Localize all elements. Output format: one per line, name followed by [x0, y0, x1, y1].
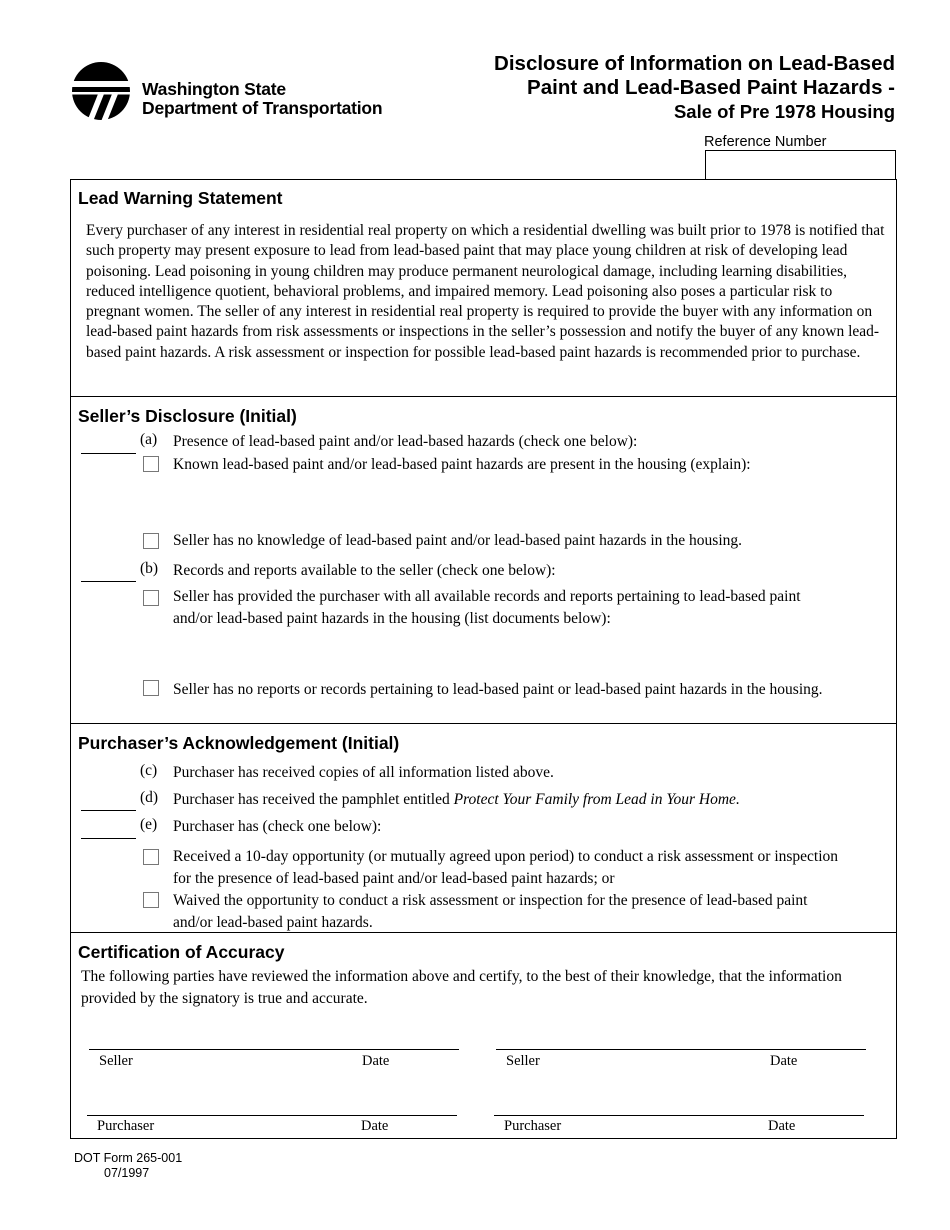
option-known-hazards: Known lead-based paint and/or lead-based paint hazards are present in the housing (explain): [173, 456, 751, 473]
item-letter-c: (c) [140, 762, 158, 779]
date-label-3: Date [361, 1118, 389, 1134]
form-footer [74, 1151, 182, 1181]
document-title [494, 52, 895, 124]
item-letter-a: (a) [140, 431, 158, 448]
divider [70, 396, 897, 397]
title-line-1: Disclosure of Information on Lead-Based [494, 52, 895, 75]
checkbox-records-provided[interactable] [143, 590, 159, 606]
item-letter-d: (d) [140, 789, 159, 806]
reference-number-label: Reference Number [704, 134, 827, 150]
item-d-text [173, 789, 740, 811]
item-c-text: Purchaser has received copies of all information listed above. [173, 764, 554, 781]
checkbox-waived-opportunity[interactable] [143, 892, 159, 908]
checkbox-no-records[interactable] [143, 680, 159, 696]
purchaser-initial-d-field[interactable] [81, 810, 136, 811]
form-revision-date: 07/1997 [104, 1166, 150, 1180]
option-waived-opportunity: Waived the opportunity to conduct a risk assessment or inspection for the presence of lead-based paint and/or lead-based paint hazards. [173, 892, 808, 931]
date-label-2: Date [770, 1053, 798, 1069]
title-line-2: Paint and Lead-Based Paint Hazards - [527, 76, 895, 99]
agency-line-1: Washington State [142, 79, 286, 99]
seller-label-2: Seller [506, 1053, 540, 1069]
purchaser-label-2: Purchaser [504, 1118, 562, 1134]
option-no-knowledge: Seller has no knowledge of lead-based paint and/or lead-based paint hazards in the housing. [173, 532, 743, 549]
certification-title: Certification of Accuracy [78, 942, 285, 962]
certification-text: The following parties have reviewed the information above and certify, to the best of their knowledge, that the information provided by the signatory is true and accurate. [81, 968, 842, 1007]
form-number: DOT Form 265-001 [74, 1151, 183, 1165]
purchaser-label-1: Purchaser [97, 1118, 155, 1134]
item-b-text: Records and reports available to the seller (check one below): [173, 562, 556, 579]
title-line-3: Sale of Pre 1978 Housing [673, 101, 895, 122]
checkbox-no-knowledge[interactable] [143, 533, 159, 549]
seller-disclosure-title: Seller’s Disclosure (Initial) [78, 406, 297, 426]
item-letter-b: (b) [140, 560, 159, 577]
seller-initial-b-field[interactable] [81, 581, 136, 582]
agency-name [142, 80, 382, 118]
option-inspection-opportunity: Received a 10-day opportunity (or mutually agreed upon period) to conduct a risk assessment or inspection for the presence of lead-based paint and/or lead-based paint hazards; or [173, 848, 839, 887]
divider [70, 723, 897, 724]
checkbox-known-hazards[interactable] [143, 456, 159, 472]
lead-warning-text: Every purchaser of any interest in residential real property on which a residential dwelling was built prior to 1978 is notified that such property may present exposure to lead from lead-based paint that may place young children at risk of developing lead poisoning. Lead poisoning in young children may produce permanent neurological damage, including learning disabilities, reduced intelligence quotient, behavioral problems, and impaired memory. Lead poisoning also poses a particular risk to pregnant women. The seller of any interest in residential real property is required to provide the buyer with any information on lead-based paint hazards from risk assessments or inspections in the seller’s possession and notify the buyer of any known lead-based paint hazards. A risk assessment or inspection for possible lead-based paint hazards is recommended prior to purchase. [86, 222, 885, 361]
purchaser-initial-e-field[interactable] [81, 838, 136, 839]
purchaser-signature-line-1[interactable] [87, 1115, 457, 1116]
option-records-provided: Seller has provided the purchaser with all available records and reports pertaining to lead-based paint and/or lead-based paint hazards in the housing (list documents below): [173, 588, 801, 627]
option-no-records: Seller has no reports or records pertaining to lead-based paint or lead-based paint hazards in the housing. [173, 681, 823, 698]
purchaser-ack-title: Purchaser’s Acknowledgement (Initial) [78, 733, 400, 753]
seller-signature-line-2[interactable] [496, 1049, 866, 1050]
wsdot-logo [70, 60, 134, 124]
seller-label-1: Seller [99, 1053, 133, 1069]
seller-signature-line-1[interactable] [89, 1049, 459, 1050]
date-label-4: Date [768, 1118, 796, 1134]
agency-line-2: Department of Transportation [142, 98, 383, 118]
item-d-plain: Purchaser has received the pamphlet entitled [173, 791, 454, 808]
item-letter-e: (e) [140, 816, 158, 833]
seller-initial-a-field[interactable] [81, 453, 136, 454]
checkbox-inspection-opportunity[interactable] [143, 849, 159, 865]
item-a-text: Presence of lead-based paint and/or lead-based hazards (check one below): [173, 433, 638, 450]
reference-number-field[interactable] [705, 150, 896, 179]
pamphlet-title: Protect Your Family from Lead in Your Home. [453, 791, 740, 808]
purchaser-signature-line-2[interactable] [494, 1115, 864, 1116]
item-e-text: Purchaser has (check one below): [173, 818, 382, 835]
lead-warning-title: Lead Warning Statement [78, 188, 283, 208]
date-label-1: Date [362, 1053, 390, 1069]
